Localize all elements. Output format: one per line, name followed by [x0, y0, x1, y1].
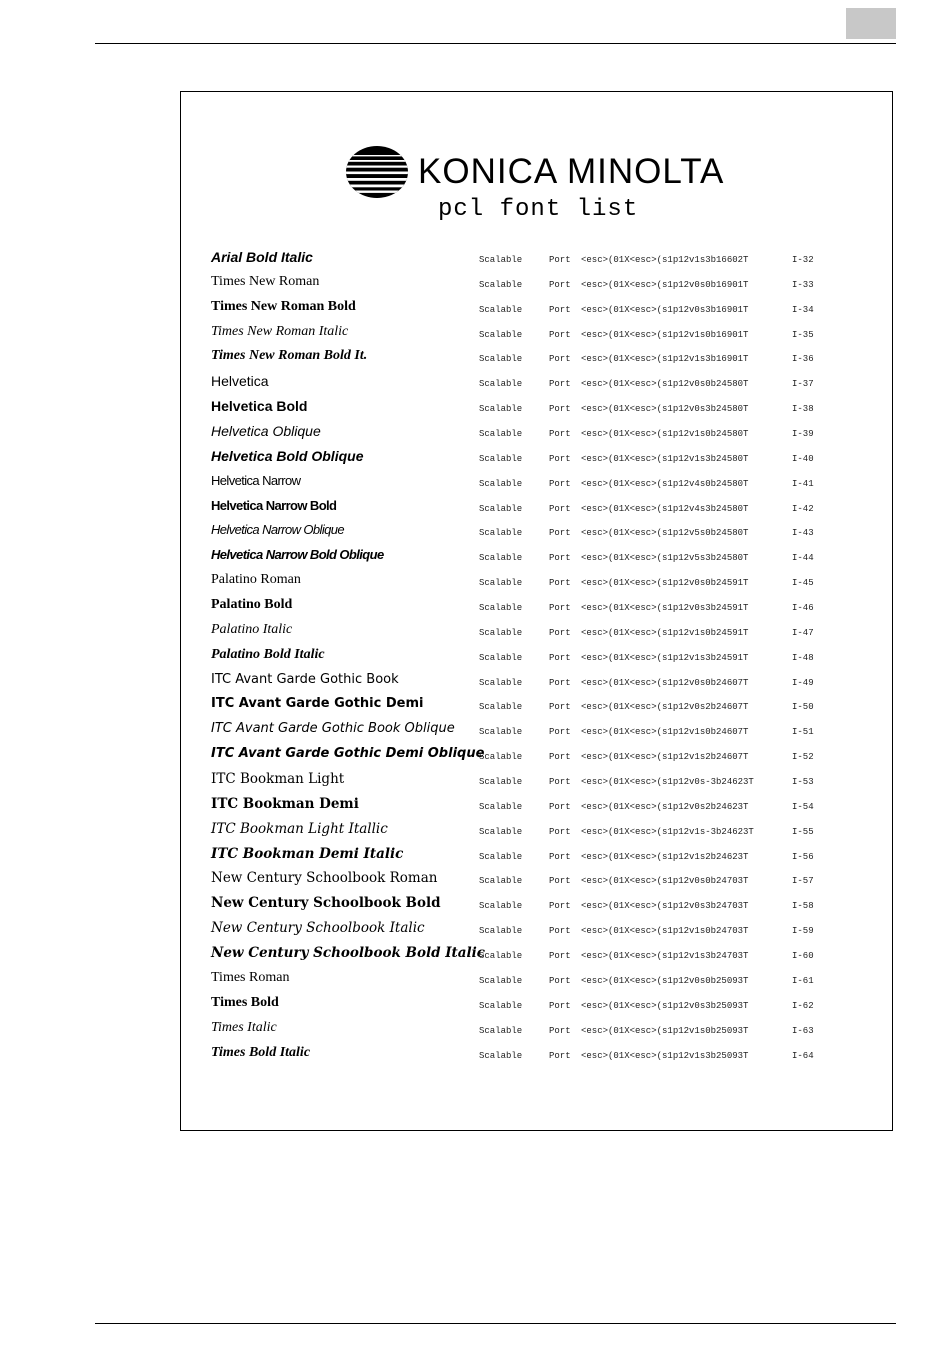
font-orientation: Port [549, 429, 571, 440]
font-row [211, 968, 891, 993]
font-table [211, 247, 891, 1067]
font-id: I-55 [792, 826, 814, 837]
font-name: Times Bold Italic [211, 1044, 311, 1060]
font-command: <esc>(01X<esc>(s1p12v1s3b24591T [581, 652, 749, 663]
font-id: I-64 [792, 1050, 814, 1061]
document-title: pcl font list [438, 196, 639, 223]
font-type: Scalable [479, 578, 523, 589]
font-row [211, 322, 891, 347]
font-row [211, 545, 891, 570]
font-row [211, 769, 891, 794]
font-id: I-39 [792, 429, 814, 440]
font-name: ITC Bookman Light Itallic [211, 820, 388, 837]
font-name: Palatino Italic [211, 621, 293, 637]
font-name: ITC Avant Garde Gothic Book Oblique [211, 721, 455, 737]
font-orientation: Port [549, 553, 571, 564]
font-id: I-35 [792, 329, 814, 340]
font-type: Scalable [479, 329, 523, 340]
font-name: Times New Roman Bold [211, 298, 356, 314]
font-name: New Century Schoolbook Italic [211, 920, 425, 937]
font-name: Times Roman [211, 969, 290, 985]
font-name: Times Bold [211, 994, 279, 1010]
font-name: ITC Avant Garde Gothic Demi Oblique [211, 746, 485, 762]
font-command: <esc>(01X<esc>(s1p12v1s3b16901T [581, 354, 749, 365]
font-type: Scalable [479, 801, 523, 812]
font-orientation: Port [549, 951, 571, 962]
font-orientation: Port [549, 578, 571, 589]
font-row [211, 645, 891, 670]
font-type: Scalable [479, 826, 523, 837]
font-command: <esc>(01X<esc>(s1p12v0s3b25093T [581, 1000, 749, 1011]
font-command: <esc>(01X<esc>(s1p12v0s3b16901T [581, 304, 749, 315]
font-row [211, 297, 891, 322]
font-type: Scalable [479, 975, 523, 986]
font-type: Scalable [479, 951, 523, 962]
font-command: <esc>(01X<esc>(s1p12v0s3b24591T [581, 603, 749, 614]
page-corner-tab [846, 8, 896, 39]
font-name: Times Italic [211, 1019, 277, 1035]
font-command: <esc>(01X<esc>(s1p12v1s3b24703T [581, 951, 749, 962]
font-row [211, 868, 891, 893]
font-orientation: Port [549, 727, 571, 738]
font-id: I-61 [792, 975, 814, 986]
font-orientation: Port [549, 304, 571, 315]
font-row [211, 719, 891, 744]
font-id: I-58 [792, 901, 814, 912]
font-orientation: Port [549, 801, 571, 812]
font-command: <esc>(01X<esc>(s1p12v0s0b24607T [581, 677, 749, 688]
font-orientation: Port [549, 901, 571, 912]
font-type: Scalable [479, 926, 523, 937]
font-id: I-38 [792, 404, 814, 415]
font-command: <esc>(01X<esc>(s1p12v4s3b24580T [581, 503, 749, 514]
font-name: ITC Avant Garde Gothic Book [211, 671, 399, 687]
font-orientation: Port [549, 677, 571, 688]
font-command: <esc>(01X<esc>(s1p12v1s3b24580T [581, 453, 749, 464]
font-id: I-51 [792, 727, 814, 738]
font-command: <esc>(01X<esc>(s1p12v1s-3b24623T [581, 826, 754, 837]
font-id: I-32 [792, 255, 814, 265]
font-id: I-37 [792, 379, 814, 390]
font-command: <esc>(01X<esc>(s1p12v0s0b24591T [581, 578, 749, 589]
font-row [211, 247, 891, 272]
font-id: I-36 [792, 354, 814, 365]
font-orientation: Port [549, 652, 571, 663]
font-command: <esc>(01X<esc>(s1p12v4s0b24580T [581, 478, 749, 489]
font-name: Palatino Bold Italic [211, 646, 325, 662]
font-name: Helvetica Narrow Oblique [211, 522, 344, 538]
font-orientation: Port [549, 528, 571, 539]
font-id: I-59 [792, 926, 814, 937]
font-type: Scalable [479, 627, 523, 638]
font-command: <esc>(01X<esc>(s1p12v0s-3b24623T [581, 777, 754, 788]
font-id: I-54 [792, 801, 814, 812]
font-row [211, 943, 891, 968]
font-type: Scalable [479, 304, 523, 315]
font-orientation: Port [549, 876, 571, 887]
footer-rule [95, 1323, 896, 1324]
font-id: I-60 [792, 951, 814, 962]
font-row [211, 670, 891, 695]
font-row [211, 272, 891, 297]
font-orientation: Port [549, 279, 571, 290]
font-orientation: Port [549, 851, 571, 862]
font-name: Palatino Bold [211, 597, 293, 613]
font-row [211, 744, 891, 769]
font-row [211, 570, 891, 595]
font-name: Helvetica Narrow [211, 472, 301, 488]
font-orientation: Port [549, 777, 571, 788]
brand-logo [346, 144, 724, 200]
font-name: Helvetica Bold Oblique [211, 447, 364, 464]
font-row [211, 595, 891, 620]
font-type: Scalable [479, 354, 523, 365]
font-command: <esc>(01X<esc>(s1p12v0s0b25093T [581, 975, 749, 986]
font-type: Scalable [479, 379, 523, 390]
font-row [211, 371, 891, 396]
font-id: I-41 [792, 478, 814, 489]
font-orientation: Port [549, 826, 571, 837]
font-type: Scalable [479, 255, 523, 265]
font-id: I-33 [792, 279, 814, 290]
font-name: Helvetica Bold [211, 398, 308, 415]
font-command: <esc>(01X<esc>(s1p12v1s0b24607T [581, 727, 749, 738]
font-type: Scalable [479, 752, 523, 763]
font-name: Times New Roman Italic [211, 323, 349, 339]
font-name: ITC Bookman Demi [211, 795, 359, 812]
font-row [211, 520, 891, 545]
font-type: Scalable [479, 677, 523, 688]
font-row [211, 819, 891, 844]
font-id: I-47 [792, 627, 814, 638]
font-id: I-45 [792, 578, 814, 589]
font-name: Times New Roman Bold It. [211, 348, 368, 364]
font-type: Scalable [479, 777, 523, 788]
font-id: I-42 [792, 503, 814, 514]
font-orientation: Port [549, 603, 571, 614]
font-id: I-49 [792, 677, 814, 688]
font-orientation: Port [549, 329, 571, 340]
font-type: Scalable [479, 603, 523, 614]
font-id: I-56 [792, 851, 814, 862]
font-type: Scalable [479, 279, 523, 290]
font-orientation: Port [549, 627, 571, 638]
font-command: <esc>(01X<esc>(s1p12v1s3b16602T [581, 255, 749, 265]
font-row [211, 620, 891, 645]
font-type: Scalable [479, 453, 523, 464]
font-id: I-57 [792, 876, 814, 887]
font-name: ITC Bookman Light [211, 771, 345, 788]
font-orientation: Port [549, 453, 571, 464]
font-type: Scalable [479, 702, 523, 713]
font-row [211, 1018, 891, 1043]
font-id: I-43 [792, 528, 814, 539]
font-command: <esc>(01X<esc>(s1p12v1s2b24607T [581, 752, 749, 763]
font-id: I-44 [792, 553, 814, 564]
font-orientation: Port [549, 379, 571, 390]
font-orientation: Port [549, 752, 571, 763]
font-row [211, 1043, 891, 1068]
font-type: Scalable [479, 901, 523, 912]
font-row [211, 893, 891, 918]
font-name: Arial Bold Italic [211, 249, 313, 265]
font-name: ITC Bookman Demi Italic [211, 845, 404, 862]
font-orientation: Port [549, 1000, 571, 1011]
font-type: Scalable [479, 652, 523, 663]
font-name: Times New Roman [211, 273, 320, 289]
globe-logo-icon [346, 146, 408, 198]
font-command: <esc>(01X<esc>(s1p12v0s2b24607T [581, 702, 749, 713]
font-orientation: Port [549, 702, 571, 713]
font-type: Scalable [479, 553, 523, 564]
font-type: Scalable [479, 727, 523, 738]
font-row [211, 794, 891, 819]
font-type: Scalable [479, 876, 523, 887]
font-row [211, 471, 891, 496]
font-command: <esc>(01X<esc>(s1p12v1s0b16901T [581, 329, 749, 340]
font-command: <esc>(01X<esc>(s1p12v1s3b25093T [581, 1050, 749, 1061]
font-command: <esc>(01X<esc>(s1p12v1s2b24623T [581, 851, 749, 862]
font-orientation: Port [549, 926, 571, 937]
font-orientation: Port [549, 1025, 571, 1036]
font-name: Helvetica [211, 373, 269, 390]
font-name: Palatino Roman [211, 572, 301, 588]
font-id: I-46 [792, 603, 814, 614]
font-name: Helvetica Oblique [211, 423, 321, 440]
font-type: Scalable [479, 1050, 523, 1061]
font-type: Scalable [479, 528, 523, 539]
header-rule [95, 43, 896, 44]
font-type: Scalable [479, 1025, 523, 1036]
font-orientation: Port [549, 503, 571, 514]
font-type: Scalable [479, 429, 523, 440]
font-row [211, 446, 891, 471]
font-id: I-48 [792, 652, 814, 663]
font-row [211, 918, 891, 943]
font-name: New Century Schoolbook Roman [211, 870, 438, 887]
font-row [211, 421, 891, 446]
font-command: <esc>(01X<esc>(s1p12v1s0b24591T [581, 627, 749, 638]
font-type: Scalable [479, 1000, 523, 1011]
font-orientation: Port [549, 478, 571, 489]
font-type: Scalable [479, 503, 523, 514]
font-type: Scalable [479, 478, 523, 489]
font-command: <esc>(01X<esc>(s1p12v1s0b25093T [581, 1025, 749, 1036]
font-orientation: Port [549, 1050, 571, 1061]
font-command: <esc>(01X<esc>(s1p12v1s0b24703T [581, 926, 749, 937]
font-row [211, 346, 891, 371]
font-command: <esc>(01X<esc>(s1p12v0s0b16901T [581, 279, 749, 290]
font-name: ITC Avant Garde Gothic Demi [211, 696, 424, 712]
font-command: <esc>(01X<esc>(s1p12v5s0b24580T [581, 528, 749, 539]
font-command: <esc>(01X<esc>(s1p12v5s3b24580T [581, 553, 749, 564]
font-orientation: Port [549, 975, 571, 986]
font-row [211, 694, 891, 719]
font-id: I-52 [792, 752, 814, 763]
font-name: Helvetica Narrow Bold Oblique [211, 547, 384, 563]
font-id: I-40 [792, 453, 814, 464]
font-orientation: Port [549, 404, 571, 415]
font-command: <esc>(01X<esc>(s1p12v1s0b24580T [581, 429, 749, 440]
font-command: <esc>(01X<esc>(s1p12v0s3b24580T [581, 404, 749, 415]
font-command: <esc>(01X<esc>(s1p12v0s2b24623T [581, 801, 749, 812]
brand-wordmark: KONICA MINOLTA [418, 152, 725, 191]
font-id: I-50 [792, 702, 814, 713]
font-orientation: Port [549, 354, 571, 365]
font-name: New Century Schoolbook Bold [211, 895, 441, 912]
font-name: Helvetica Narrow Bold [211, 497, 337, 513]
font-row [211, 844, 891, 869]
font-id: I-63 [792, 1025, 814, 1036]
font-row [211, 496, 891, 521]
font-orientation: Port [549, 255, 571, 265]
font-list-sheet [180, 91, 893, 1131]
font-id: I-34 [792, 304, 814, 315]
font-name: New Century Schoolbook Bold Italic [211, 945, 485, 962]
font-type: Scalable [479, 851, 523, 862]
font-type: Scalable [479, 404, 523, 415]
font-command: <esc>(01X<esc>(s1p12v0s0b24580T [581, 379, 749, 390]
font-row [211, 396, 891, 421]
font-row [211, 993, 891, 1018]
font-id: I-62 [792, 1000, 814, 1011]
font-id: I-53 [792, 777, 814, 788]
font-command: <esc>(01X<esc>(s1p12v0s3b24703T [581, 901, 749, 912]
font-command: <esc>(01X<esc>(s1p12v0s0b24703T [581, 876, 749, 887]
